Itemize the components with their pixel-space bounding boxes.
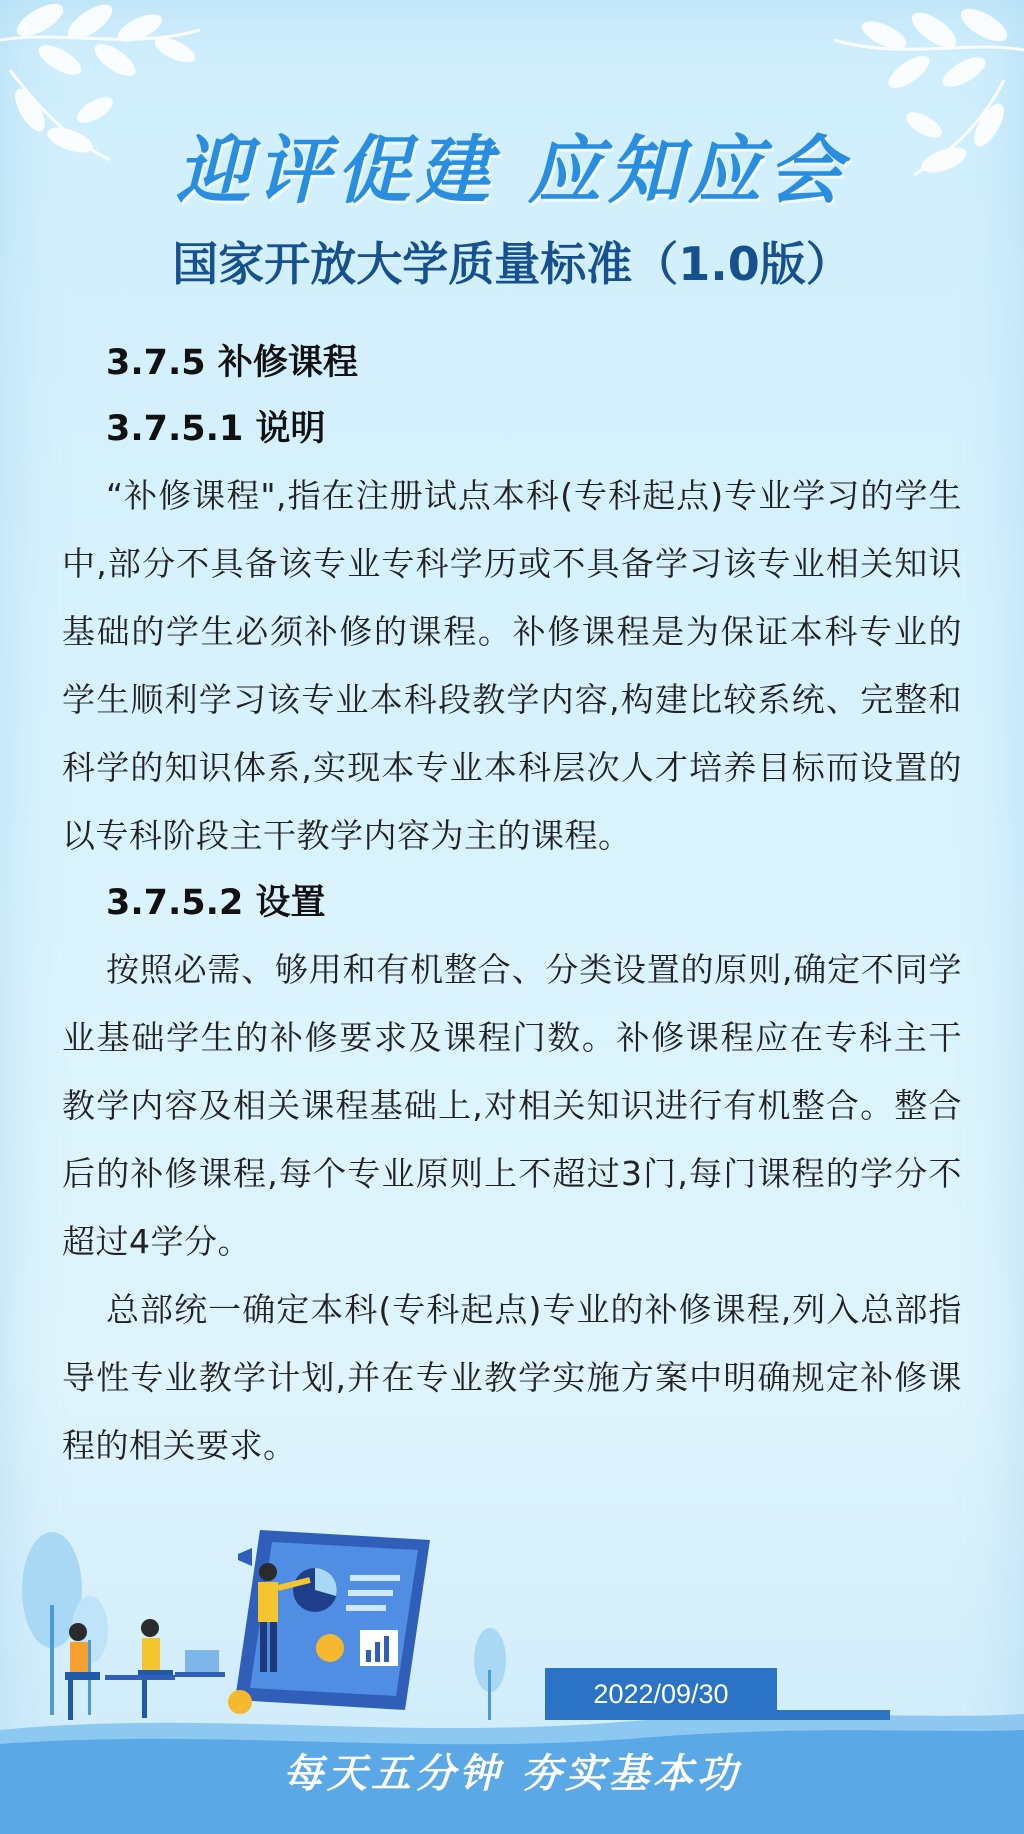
- section-heading: 3.7.5.2 设置: [106, 883, 326, 923]
- date-badge: 2022/09/30: [545, 1668, 777, 1720]
- section-heading: 3.7.5.1 说明: [106, 409, 326, 449]
- megaphone-icon: [238, 1548, 252, 1566]
- article-body: [62, 330, 962, 1480]
- paragraph: 总部统一确定本科(专科起点)专业的补修课程,列入总部指导性专业教学计划,并在专业教学实施方案中明确规定补修课程的相关要求。: [62, 1290, 962, 1465]
- section-heading: 3.7.5 补修课程: [106, 343, 358, 383]
- page-subtitle: 国家开放大学质量标准（1.0版）: [172, 237, 852, 291]
- paragraph: “补修课程",指在注册试点本科(专科起点)专业学习的学生中,部分不具备该专业专科学历或不具备学习该专业相关知识基础的学生必须补修的课程。补修课程是为保证本科专业的学生顺利学习该专业本科段教学内容,构建比较系统、完整和科学的知识体系,实现本专业本科层次人才培养目标而设置的以专科阶段主干教学内容为主的课程。: [62, 476, 962, 855]
- calligraphy-title: 迎评促建 应知应会: [176, 128, 848, 214]
- paragraph: 按照必需、够用和有机整合、分类设置的原则,确定不同学业基础学生的补修要求及课程门数。补修课程应在专科主干教学内容及相关课程基础上,对相关知识进行有机整合。整合后的补修课程,每个专业原则上不超过3门,每门课程的学分不超过4学分。: [62, 950, 962, 1261]
- footer-slogan: 每天五分钟 夯实基本功: [283, 1750, 741, 1797]
